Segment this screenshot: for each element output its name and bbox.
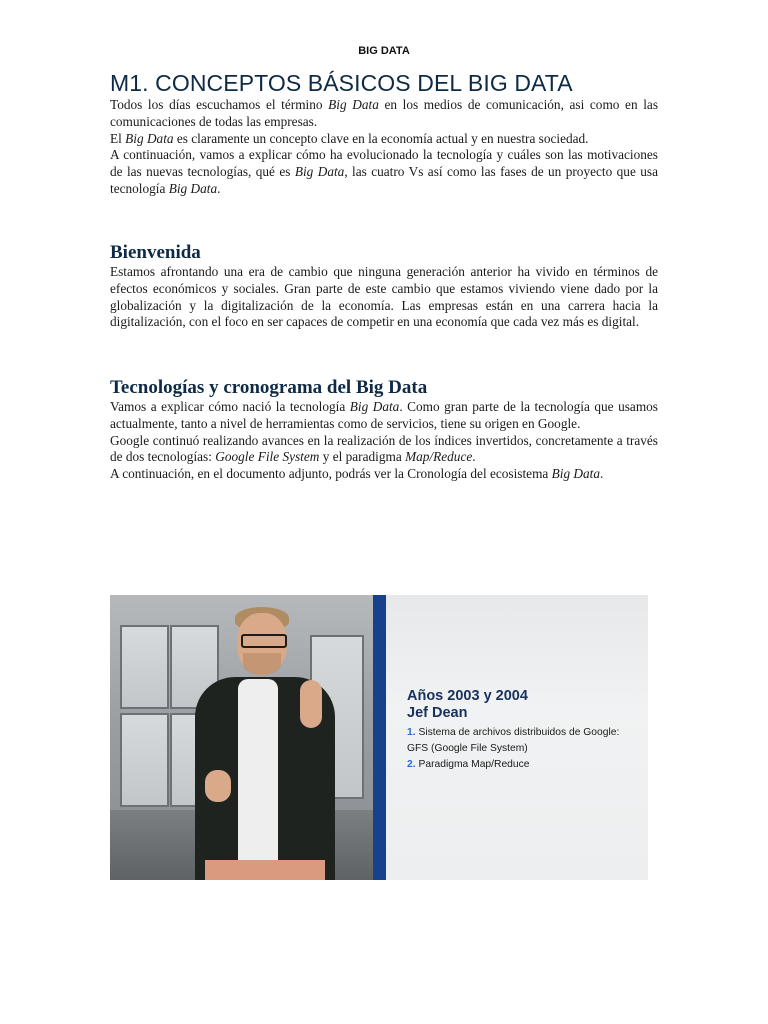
document-header: BIG DATA xyxy=(358,45,410,57)
page-title: M1. CONCEPTOS BÁSICOS DEL BIG DATA xyxy=(110,70,573,96)
intro-paragraph-1: Todos los días escuchamos el término Big Data en los medios de comunicación, asi como en las comunicaciones de todas las empresas. xyxy=(110,97,658,129)
figure-list-item: 1. Sistema de archivos distribuidos de Google: GFS (Google File System) xyxy=(407,727,620,754)
figure-list xyxy=(407,725,642,773)
bienvenida-paragraph: Estamos afrontando una era de cambio que ninguna generación anterior ha vivido en términos de efectos económicos y sociales. Gran parte de este cambio que estamos viviendo viene dado por la globalización y la digitalización de la economía. Las empresas están en una carrera hacia la digitalización, con el foco en ser capaces de competir en una economía que cada vez más es digital. xyxy=(110,264,658,330)
intro-paragraph-3: A continuación, vamos a explicar cómo ha evolucionado la tecnología y cuáles son las motivaciones de las nuevas tecnologías, qué es Big Data, las cuatro Vs así como las fases de un proyecto que usa tecnología Big Data. xyxy=(110,147,658,196)
figure-accent-bar xyxy=(373,595,386,880)
intro-section xyxy=(110,97,658,198)
intro-paragraph-2: El Big Data es claramente un concepto clave en la economía actual y en nuestra sociedad. xyxy=(110,130,589,146)
tecnologias-paragraph-2: Google continuó realizando avances en la realización de los índices invertidos, concretamente a través de dos tecnologías: Google File System y el paradigma Map/Reduce. xyxy=(110,432,658,465)
tecnologias-paragraph-3: A continuación, en el documento adjunto, podrás ver la Cronología del ecosistema Big Data. xyxy=(110,466,604,482)
section-heading-tecnologias: Tecnologías y cronograma del Big Data xyxy=(110,377,428,398)
presenter-image xyxy=(110,595,373,880)
video-still-figure xyxy=(110,595,648,880)
section-heading-bienvenida: Bienvenida xyxy=(110,242,201,263)
figure-list-item: 2. Paradigma Map/Reduce xyxy=(407,759,530,770)
figure-title: Años 2003 y 2004 Jef Dean xyxy=(407,688,528,721)
tecnologias-section xyxy=(110,377,658,483)
figure-info-panel xyxy=(386,595,648,880)
bienvenida-section xyxy=(110,242,658,331)
tecnologias-paragraph-1: Vamos a explicar cómo nació la tecnología Big Data. Como gran parte de la tecnología que usamos actualmente, tanto a nivel de herramientas como de servicios, tiene su origen en Google. xyxy=(110,399,658,431)
